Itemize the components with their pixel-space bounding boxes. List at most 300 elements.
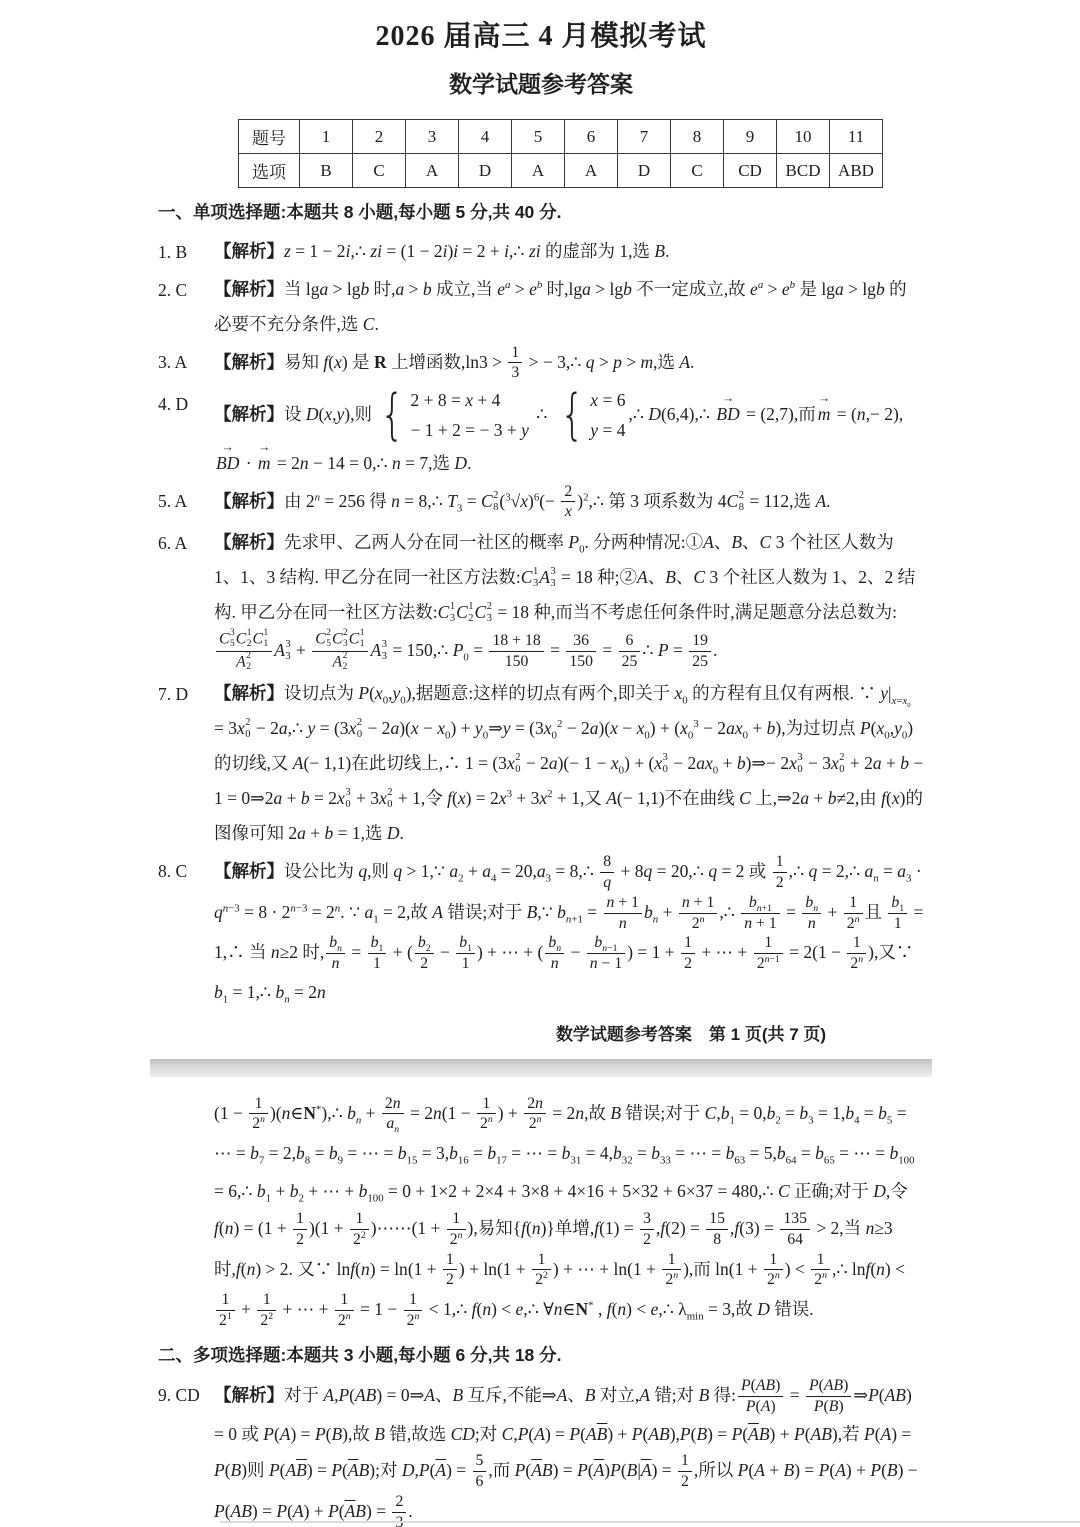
numerator: 1 [257, 1290, 276, 1311]
subscript: 3 [545, 873, 552, 886]
stacked-sup-sub [343, 651, 348, 673]
superscript: 2 [583, 491, 589, 503]
fraction [216, 1290, 235, 1330]
superscript: a [505, 278, 511, 291]
superscript: n [858, 953, 864, 965]
denominator: 64 [787, 1230, 803, 1248]
sup-part: 3 [797, 752, 803, 764]
emphasis-label: 【解析】 [214, 532, 284, 552]
subscript: n [873, 873, 879, 886]
subscript: 1 [378, 943, 384, 955]
fraction [640, 1209, 654, 1249]
subscript: n [337, 943, 342, 955]
answer-option-cell: CD [724, 154, 777, 188]
subscript: 3 [456, 502, 463, 515]
item-label: 1. B [158, 241, 188, 262]
sup-part: 1 [532, 565, 539, 577]
superscript: n [414, 1310, 420, 1322]
sup-part: 3 [662, 752, 668, 764]
fraction [249, 1094, 268, 1134]
stacked-sup-sub [230, 628, 235, 650]
numerator: 3 [640, 1209, 654, 1230]
numerator: $b_n$ [326, 933, 345, 954]
superscript: 3 [505, 491, 511, 503]
fraction [335, 1290, 354, 1330]
numerator: 2n [524, 1094, 546, 1115]
bold-symbol: N [303, 1102, 316, 1123]
subscript: 0 [579, 543, 585, 556]
numerator: $b_2$ [415, 933, 434, 954]
subscript: 3 [906, 873, 912, 886]
subscript: n+1 [756, 902, 773, 914]
denominator: A 2 2 [332, 650, 348, 672]
item-body: 【解析】设 D(x,y),则 { 2 + 8 = x + 4 − 1 + 2 = − 3 + y ∴ { x = 6 y = 4 ,∴ D(6,4),∴ BD → = (2,7),而 m → = (n,− 2),BD → · m → = 2n − 14 = 0,∴ n = 7,选 D. [214, 386, 924, 481]
numerator: 18 + 18 [489, 631, 543, 652]
denominator: 2 [446, 1271, 454, 1289]
numerator: 36 [566, 631, 596, 652]
sup-part: 2 [326, 628, 332, 638]
fraction [473, 1451, 487, 1491]
sub-part: 1 [359, 638, 365, 649]
fraction [764, 1250, 783, 1290]
numerator: 1 [678, 1451, 692, 1472]
overline: $\overline{A}$ [593, 1460, 605, 1481]
sub-part: 3 [343, 638, 348, 649]
stacked-sup-sub [839, 752, 844, 776]
subscript: 1 [467, 943, 472, 955]
subscript: 100 [898, 1154, 915, 1167]
answer-option-cell: C [671, 154, 724, 188]
sub-part: 3 [449, 612, 456, 624]
page-title: 2026 届高三 4 月模拟考试 [375, 21, 707, 52]
sub-part: 0 [797, 764, 803, 776]
sub-part: 1 [263, 638, 269, 649]
subscript: 1 [729, 1114, 735, 1127]
numerator: 1 [754, 933, 783, 954]
page-separator [150, 1059, 932, 1077]
sub-part: 3 [381, 651, 387, 663]
denominator: 2 [775, 874, 784, 892]
numerator: C 2 5 C 2 3 C 1 1 [312, 629, 368, 652]
denominator: $2^2$ [353, 1229, 366, 1248]
question-number-cell: 11 [830, 120, 883, 154]
numerator: $b_n$ [545, 933, 564, 954]
subscript: n [284, 993, 290, 1006]
fraction [773, 852, 787, 892]
item-label: 4. D [158, 394, 189, 415]
answer-option-cell: A [565, 154, 618, 188]
subscript: 0 [687, 729, 694, 742]
vector: m → [258, 446, 271, 481]
item-label: 5. A [158, 490, 188, 511]
fraction [293, 1209, 307, 1249]
question-number-cell: 6 [565, 120, 618, 154]
subscript: 100 [367, 1192, 384, 1205]
subscript: min [686, 1310, 704, 1323]
sub-part: 3 [285, 651, 291, 663]
solution-item [158, 383, 924, 481]
denominator: 2 [296, 1230, 304, 1248]
solution-item [158, 344, 924, 384]
answer-key-table [238, 119, 883, 188]
item-label: 8. C [158, 861, 188, 882]
subscript: n−1 [602, 943, 618, 955]
numerator: 1 [764, 1250, 783, 1271]
solution-item [158, 676, 924, 851]
question-number-cell: 2 [353, 120, 406, 154]
numerator: 1 [532, 1250, 551, 1271]
item-label: 3. A [158, 351, 188, 372]
answer-option-cell: A [512, 154, 565, 188]
subscript: n [813, 902, 819, 914]
page-content [158, 14, 924, 1527]
sup-part: 2 [387, 787, 393, 799]
denominator: 2 [681, 1473, 689, 1491]
subscript: 0 [400, 694, 406, 707]
numerator: 1 [350, 1209, 369, 1230]
stacked-sup-sub [285, 639, 290, 663]
fraction [619, 631, 641, 671]
vector: m → [818, 397, 831, 432]
question-number-cell: 1 [300, 120, 353, 154]
answer-option-cell: C [353, 154, 406, 188]
sub-part: 3 [486, 612, 492, 624]
bold-symbol: R [373, 351, 387, 372]
cases-row: x = 6 [590, 390, 626, 411]
denominator: 2 [684, 954, 692, 972]
cases-rows [411, 386, 529, 446]
sub-part: 2 [246, 661, 252, 672]
question-number-cell: 4 [459, 120, 512, 154]
numerator: C 3 5 C 1 2 C 1 1 [216, 629, 272, 652]
denominator: 150 [504, 652, 529, 670]
emphasis-label: 【解析】 [214, 403, 284, 424]
subscript: 2 [458, 873, 464, 886]
numerator: 1 [662, 1250, 681, 1271]
subscript: 0 [884, 729, 890, 742]
numerator: 1 [216, 1290, 235, 1311]
denominator: 8 [713, 1230, 722, 1248]
numerator: $b_{n-1}$ [587, 933, 626, 954]
numerator: 1 [508, 343, 522, 364]
denominator: 2 [420, 954, 429, 972]
fraction [326, 933, 345, 973]
fraction [404, 1290, 423, 1330]
answer-option-row [239, 154, 883, 188]
fraction [532, 1250, 551, 1290]
solution-item [158, 234, 924, 270]
superscript: b [536, 278, 543, 291]
sub-part: 0 [245, 729, 251, 741]
subscript: 15 [406, 1154, 418, 1167]
subscript: 7 [258, 1154, 265, 1167]
sub-part: 2 [246, 638, 252, 649]
sup-part: 3 [550, 565, 556, 577]
fraction [888, 893, 907, 933]
fraction [415, 933, 434, 973]
denominator: 2$^n$ [406, 1310, 420, 1329]
sup-part: 1 [468, 600, 474, 612]
superscript: 2 [556, 718, 563, 731]
sup-part: 2 [246, 650, 252, 661]
subscript: 1 [373, 913, 379, 926]
answer-option-cell: ABD [830, 154, 883, 188]
denominator: 2$^n$ [252, 1114, 265, 1133]
emphasis-label: 【解析】 [214, 490, 284, 511]
denominator: $2^2$ [535, 1270, 548, 1289]
sup-part: 1 [449, 600, 456, 612]
question-number-cell: 3 [406, 120, 459, 154]
stacked-sup-sub [343, 628, 348, 650]
overline: $\overline{B}$ [296, 1460, 307, 1481]
sub-part: 0 [839, 764, 845, 776]
sup-part: 1 [246, 628, 252, 638]
item-label: 7. D [158, 684, 189, 705]
fraction [368, 933, 387, 973]
sup-part: 2 [342, 650, 348, 661]
denominator: 2$^n$ [846, 913, 860, 932]
overline: $\overline{A}$ [344, 1501, 356, 1522]
subscript: 0 [712, 764, 719, 777]
fraction [443, 1250, 457, 1290]
stacked-sup-sub [550, 566, 555, 590]
subscript: n [355, 1114, 362, 1127]
item-body: 【解析】易知 f(x) 是 R 上增函数,ln3 > $\frac{1}{3}$ > − 3,∴ q > p > m,选 A. [214, 343, 695, 382]
vector: BD → [716, 397, 739, 432]
fraction [257, 1290, 276, 1330]
stacked-sup-sub [533, 566, 538, 590]
emphasis-label: 【解析】 [214, 240, 284, 261]
sup-part: 2 [245, 717, 251, 729]
item-body: 【解析】先求甲、乙两人分在同一社区的概率 $P_0$. 分两种情况:①A、B、C 3 个社区人数为 1、1、3 结构. 甲乙分在同一社区方法数:C 1 3 A 3 3 = 18 种;②A、B、C 3 个社区人数为 1、2、2 结构. 甲乙分在同一社区方法数:C 1 3 C 1 2 C 2 3 = 18 种,而当不考虑任何条件时,满足题意分法总数为: C 3 5 C 1 2 C 1 1 A 2 2 A 3 3 + C 2 5 C 2 3 C 1 1 A 2 2 A 3 3 = 150,∴ $P_0$ = $\frac{18 + 18}{150}$ = $\frac{36}{150}$ = $\frac{6}{25}$ ∴ P = $\frac{19}{25}$ . [214, 532, 916, 672]
fraction [741, 893, 780, 933]
stacked-sup-sub [247, 628, 252, 650]
page-bottom-rule [220, 1521, 1080, 1523]
stacked-sup-sub [739, 490, 744, 514]
superscript: n−1 [764, 953, 780, 965]
superscript: n [314, 491, 321, 503]
stacked-sup-sub [663, 752, 668, 776]
fraction [545, 933, 564, 973]
stacked-sup-sub [263, 628, 268, 650]
question-number-label: 题号 [239, 120, 300, 154]
fraction [802, 893, 821, 933]
fraction [382, 1094, 404, 1134]
subscript: 1 [265, 1192, 272, 1205]
section-heading: 一、单项选择题:本题共 8 小题,每小题 5 分,共 40 分. [158, 202, 562, 222]
sup-part: 2 [356, 717, 363, 729]
stacked-sup-sub [245, 717, 250, 741]
overline: $\overline{A}$ [748, 1424, 759, 1445]
answer-option-cell: D [618, 154, 671, 188]
fraction [679, 893, 718, 933]
numerator: 5 [473, 1451, 487, 1472]
superscript: 3 [506, 788, 512, 801]
subscript: 0 [644, 729, 650, 742]
subscript: 0 [618, 764, 625, 777]
subscript: 9 [337, 1154, 344, 1167]
stacked-sup-sub [357, 717, 362, 741]
sub-part: 2 [468, 612, 474, 624]
denominator: A 2 2 [236, 650, 252, 672]
sub-part: 3 [532, 577, 539, 589]
subscript: 1 [899, 902, 905, 914]
superscript: * [315, 1102, 322, 1115]
fraction [844, 893, 863, 933]
subscript: 65 [823, 1154, 835, 1167]
sup-part: 2 [515, 752, 521, 764]
superscript: 2 [547, 788, 553, 801]
subscript: 0 [445, 729, 451, 742]
subscript: 64 [785, 1154, 797, 1167]
denominator: 1 [373, 954, 381, 972]
solution-item [158, 272, 924, 342]
sup-part: 3 [285, 639, 291, 651]
answer-option-cell: BCD [777, 154, 830, 188]
subscript: n [556, 943, 562, 955]
subscript: 2 [298, 1192, 304, 1205]
question-number-cell: 8 [671, 120, 724, 154]
numerator: 1 [681, 933, 695, 954]
answer-option-cell: A [406, 154, 459, 188]
item-body: 【解析】当 lga > lgb 时,a > b 成立,当 $e^a > e^b$ 时,lga > lgb 不一定成立,故 $e^a > e^b$ 是 lga > lgb 的必要不充分条件,选 C. [214, 278, 907, 334]
denominator: 3 [511, 364, 520, 382]
overline: $\overline{B}$ [596, 1424, 608, 1445]
item-label: 6. A [158, 533, 188, 553]
bold-symbol: N [575, 1299, 589, 1320]
numerator: 1 [404, 1290, 423, 1311]
emphasis-label: 【解析】 [214, 351, 284, 372]
numerator: 1 [477, 1094, 496, 1115]
numerator: 1 [447, 1209, 466, 1230]
section-heading: 二、多项选择题:本题共 3 小题,每小题 6 分,共 18 分. [158, 1345, 562, 1366]
subscript: 5 [886, 1114, 893, 1127]
page-footer: 数学试题参考答案 第 1 页(共 7 页) [555, 1024, 827, 1044]
superscript: a [757, 278, 764, 291]
cases-row: y = 4 [590, 419, 626, 440]
superscript: 3 [693, 718, 699, 731]
fraction [524, 1094, 546, 1134]
subscript: n [652, 913, 659, 926]
fraction [811, 1250, 830, 1290]
subscript: 0 [682, 694, 688, 707]
item-body: 【解析】由 $2^n = 256$ 得 n = 8,∴ $T_3 = C$ 2 8 $(^3√x)^6(-$ $\frac{2}{x}$ )$^2$,∴ 第 3 项系数为 4C 2 8 = 112,选 A. [214, 482, 831, 521]
superscript: n [345, 1310, 351, 1322]
sup-part: 2 [493, 489, 499, 501]
denominator: n [331, 954, 340, 972]
superscript: n−3 [222, 902, 240, 915]
item-body: 【解析】设切点为 $P(x_0,y_0)$,据题意:这样的切点有两个,即关于 $x_0$ 的方程有且仅有两根. ∵ $y|_{x=x_0} = 3x$ 2 0 − 2a,∴ y = (3x 2 0 − $2a)(x - x_0)$ + $y_0\Rightarrow y = (3x_0^2 - 2a)(x - x_0) + (x_0^3 - 2ax_0 + b)$,为过切点 $P(x_0,y_0)$的切线,又 A(− 1,1)在此切线上,∴ 1 = (3x 2 0 − $2a)(- 1 - x_0) + (x$ 3 0 − $2ax_0$ + b)⇒− 2x 3 0 − 3x 2 0 + 2a + b − 1 = 0⇒2a + b = 2x 3 0 + 3x 2 0 + 1,令 $f(x) = 2x^3 + 3x^2 + 1$,又 A(− 1,1)不在曲线 C 上,⇒2a + b≠2,由 f(x)的图像可知 2a + b = 1,选 D. [214, 683, 924, 844]
emphasis-label: 【解析】 [214, 1385, 284, 1406]
overline: $\overline{A}$ [347, 1460, 359, 1481]
denominator: 2$^n$ [449, 1229, 463, 1248]
fraction [689, 631, 711, 671]
emphasis-label: 【解析】 [214, 861, 284, 882]
subscript: 17 [496, 1154, 507, 1167]
subscript: 4 [490, 873, 497, 886]
fraction [806, 1376, 851, 1416]
sup-part: 1 [263, 628, 269, 638]
question-number-cell: 5 [512, 120, 565, 154]
overline: $\overline{A}$ [435, 1460, 447, 1481]
stacked-sup-sub [493, 490, 498, 514]
subscript: 0 [482, 729, 489, 742]
superscript: n [334, 902, 341, 915]
denominator: 1 [893, 914, 902, 932]
subscript: 0 [463, 651, 469, 664]
fraction [754, 933, 783, 973]
sub-part: 5 [230, 638, 235, 649]
denominator: 2$^n$ [528, 1114, 542, 1133]
denominator: q [603, 874, 612, 892]
denominator: n + 1 [744, 914, 777, 932]
sub-part: 0 [662, 764, 668, 776]
cases-row: 2 + 8 = x + 4 [410, 390, 501, 411]
superscript: n [487, 1114, 493, 1125]
fraction [738, 1376, 783, 1416]
stacked-sup-sub [326, 628, 331, 650]
numerator: 15 [706, 1209, 728, 1230]
sup-part: 3 [345, 787, 351, 799]
fraction [312, 629, 368, 673]
superscript: 1 [226, 1310, 232, 1322]
stacked-sup-sub [360, 628, 365, 650]
denominator: 2$^n$ [691, 913, 705, 932]
superscript: n [774, 1270, 780, 1281]
numerator: 8 [600, 852, 614, 873]
denominator: 2$^n$ [479, 1114, 493, 1133]
numerator: 1 [773, 852, 787, 873]
numerator: n + 1 [604, 893, 643, 914]
left-brace: { [559, 383, 585, 447]
stacked-sup-sub [797, 752, 802, 776]
solution-item [158, 483, 924, 523]
answer-option-cell: B [300, 154, 353, 188]
denominator: $2^2$ [260, 1310, 274, 1329]
subscript: 0 [742, 729, 749, 742]
question-number-cell: 10 [777, 120, 830, 154]
denominator: 2$^n$ [665, 1270, 679, 1289]
fraction [706, 1209, 728, 1249]
numerator: $b_1$ [888, 893, 907, 914]
denominator: $2^1$ [219, 1310, 232, 1329]
fraction [587, 933, 626, 973]
stacked-sup-sub [450, 601, 455, 625]
denominator: n − 1 [589, 954, 623, 972]
sub-part: 3 [550, 577, 556, 589]
fraction [662, 1250, 681, 1290]
question-number-cell: 9 [724, 120, 777, 154]
numerator: 1 [293, 1209, 307, 1230]
numerator: 1 [335, 1290, 354, 1311]
fraction [780, 1209, 810, 1249]
superscript: n [673, 1270, 679, 1281]
numerator: 2 [561, 482, 575, 503]
subscript: 0 [382, 694, 389, 707]
stacked-sup-sub [382, 639, 387, 663]
denominator: P(A) [745, 1397, 776, 1415]
fraction [350, 1209, 369, 1249]
superscript: * [588, 1299, 594, 1312]
subscript: 16 [457, 1154, 469, 1167]
subscript: 2 [425, 943, 431, 955]
item-label: 9. CD [158, 1385, 200, 1406]
denominator: 150 [569, 652, 593, 670]
vector: BD → [216, 446, 239, 481]
subscript: 8 [304, 1154, 311, 1167]
numerator: $b_{n+1}$ [741, 893, 780, 914]
denominator: 2$^n$ [850, 953, 864, 972]
